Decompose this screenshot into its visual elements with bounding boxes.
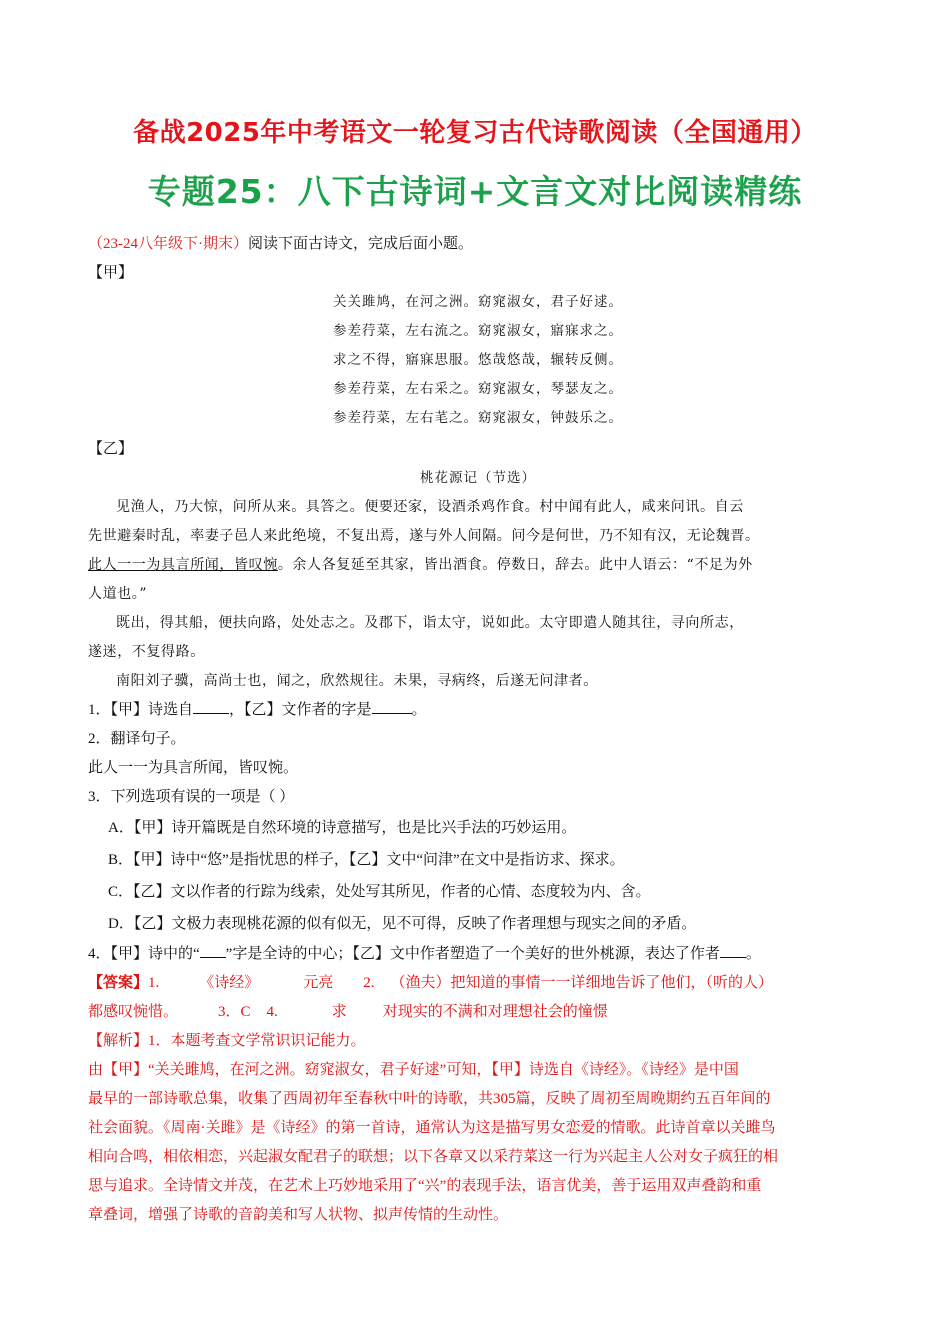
poem-line: 参差荇菜，左右芼之。窈窕淑女，钟鼓乐之。 [333, 410, 623, 426]
question-2: 2．翻译句子。 [88, 731, 186, 747]
passage-line: 见渔人，乃大惊，问所从来。具答之。便要还家，设酒杀鸡作食。村中闻有此人，咸来问讯。自云 [116, 499, 744, 515]
answer-blank[interactable] [200, 943, 226, 958]
passage-line: 南阳刘子骥，高尚士也，闻之，欣然规往。未果，寻病终，后遂无问津者。 [116, 673, 598, 689]
question-3: 3．下列选项有误的一项是（ ） [88, 789, 295, 805]
poem-line: 关关雎鸠，在河之洲。窈窕淑女，君子好逑。 [333, 294, 623, 310]
source-tag: （23-24八年级下·期末） [88, 236, 248, 252]
passage-line: 遂迷，不复得路。 [88, 644, 205, 660]
analysis-label: 【解析】 [88, 1033, 149, 1049]
document-subtitle: 专题25：八下古诗词+文言文对比阅读精练 [147, 172, 803, 211]
answer-blank[interactable] [720, 943, 746, 958]
option-c: C．【乙】文以作者的行踪为线索，处处写其所见，作者的心情、态度较为内、含。 [108, 884, 651, 900]
answer-blank[interactable] [193, 699, 229, 714]
poem-line: 参差荇菜，左右流之。窈窕淑女，寤寐求之。 [333, 323, 623, 339]
answer-line-2: 都感叹惋惜。 3．C 4. 求 对现实的不满和对理想社会的憧憬 [88, 1004, 608, 1020]
passage-line: 先世避秦时乱，率妻子邑人来此绝境，不复出焉，遂与外人间隔。问今是何世，乃不知有汉，无论魏晋。 [88, 528, 760, 544]
question-2-sentence: 此人一一为具言所闻，皆叹惋。 [88, 760, 299, 776]
passage-line: 既出，得其船，便扶向路，处处志之。及郡下，诣太守，说如此。太守即遣人随其往，寻向所志， [116, 615, 744, 631]
question-4: 4．【甲】诗中的“ ”字是全诗的中心；【乙】文中作者塑造了一个美好的世外桃源，表达了作者 。 [88, 940, 868, 969]
question-1: 1．【甲】诗选自 ，【乙】文作者的字是 。 [88, 696, 868, 725]
answer-line-1: 【答案】1. 《诗经》 元亮 2. （渔夫）把知道的事情一一详细地告诉了他们，（听的人） [88, 975, 774, 991]
option-a: A．【甲】诗开篇既是自然环境的诗意描写，也是比兴手法的巧妙运用。 [108, 820, 577, 836]
poem-line: 参差荇菜，左右采之。窈窕淑女，琴瑟友之。 [333, 381, 623, 397]
passage-line: 此人一一为具言所闻，皆叹惋。余人各复延至其家，皆出酒食。停数日，辞去。此中人语云：“不足为外 [88, 557, 753, 573]
option-b: B．【甲】诗中“悠”是指忧思的样子，【乙】文中“问津”在文中是指访求、探求。 [108, 852, 625, 868]
analysis-line: 章叠词，增强了诗歌的音韵美和写人状物、拟声传情的生动性。 [88, 1207, 509, 1223]
answer-label: 【答案】 [88, 975, 149, 991]
passage-title: 桃花源记（节选） [420, 470, 536, 486]
poem-line: 求之不得，寤寐思服。悠哉悠哉，辗转反侧。 [333, 352, 623, 368]
analysis-line: 由【甲】“关关雎鸠，在河之洲。窈窕淑女，君子好逑”可知，【甲】诗选自《诗经》。《诗经》是中国 [88, 1062, 739, 1078]
passage-line: 人道也。” [88, 586, 148, 602]
analysis-intro: 【解析】1．本题考查文学常识识记能力。 [88, 1033, 366, 1049]
instruction: 阅读下面古诗文，完成后面小题。 [248, 236, 474, 252]
document-title: 备战2025年中考语文一轮复习古代诗歌阅读（全国通用） [133, 118, 817, 148]
jia-label: 【甲】 [88, 265, 134, 281]
analysis-line: 最早的一部诗歌总集，收集了西周初年至春秋中叶的诗歌，共305篇，反映了周初至周晚期约五百年间的 [88, 1091, 771, 1107]
answer-blank[interactable] [372, 699, 412, 714]
underlined-sentence: 此人一一为具言所闻，皆叹惋 [88, 557, 278, 573]
document-body [88, 230, 868, 1230]
analysis-line: 相向合鸣，相依相恋，兴起淑女配君子的联想；以下各章又以采荇菜这一行为兴起主人公对女子疯狂的相 [88, 1149, 779, 1165]
intro-line [88, 230, 868, 259]
analysis-line: 思与追求。全诗情文并茂，在艺术上巧妙地采用了“兴”的表现手法，语言优美，善于运用双声叠韵和重 [88, 1178, 762, 1194]
option-d: D．【乙】文极力表现桃花源的似有似无，见不可得，反映了作者理想与现实之间的矛盾。 [108, 916, 697, 932]
yi-label: 【乙】 [88, 441, 134, 457]
analysis-line: 社会面貌。《周南·关雎》是《诗经》的第一首诗，通常认为这是描写男女恋爱的情歌。此诗首章以关雎鸟 [88, 1120, 776, 1136]
